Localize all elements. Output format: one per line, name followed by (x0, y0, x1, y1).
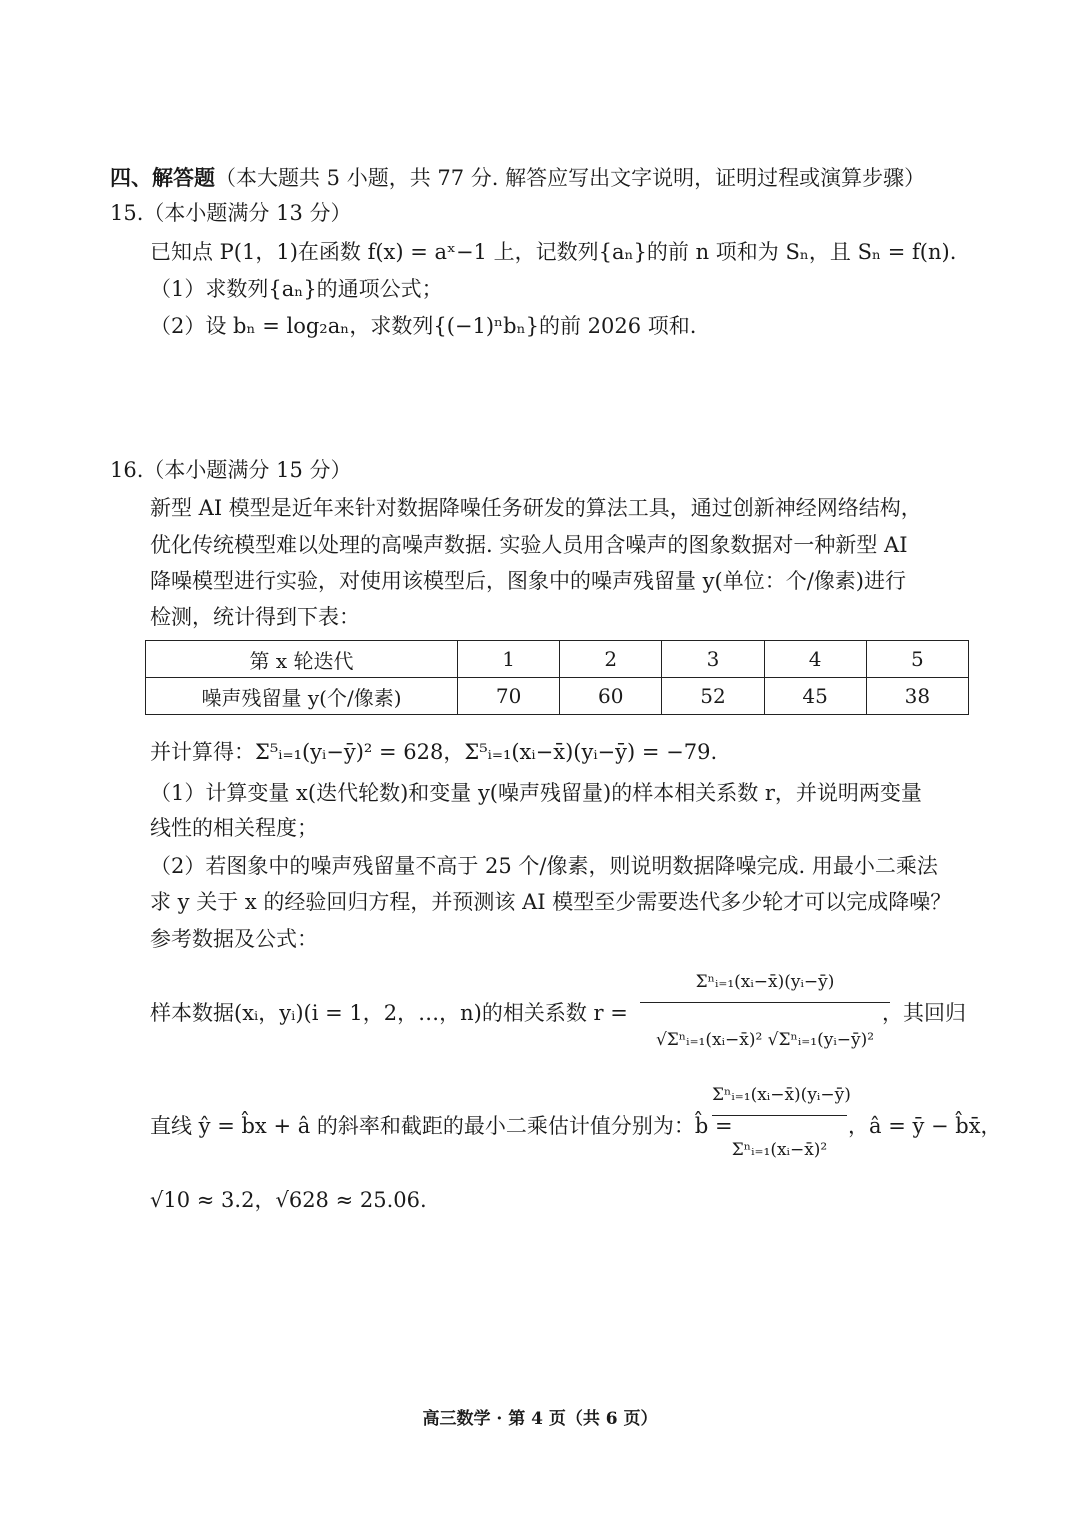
row-header: 第 x 轮迭代 (146, 641, 458, 678)
q15-header (110, 199, 351, 227)
q16-part1-cont: 线性的相关程度； (150, 816, 318, 840)
section-title: 四、解答题 (110, 165, 215, 190)
table-row (146, 678, 969, 715)
fraction-bar (712, 1115, 847, 1116)
b-denominator: Σⁿᵢ₌₁(xᵢ−x̄)² (731, 1140, 828, 1160)
reference-title: 参考数据及公式： (150, 927, 318, 951)
q16-para-line: 优化传统模型难以处理的高噪声数据. 实验人员用含噪声的图象数据对一种新型 AI (150, 533, 908, 557)
q15-number: 15. (110, 201, 144, 225)
b-formula-prefix: 直线 ŷ = b̂x + â 的斜率和截距的最小二乘估计值分别为：b̂ = (150, 1114, 733, 1138)
table-cell: 4 (764, 641, 866, 678)
row-header: 噪声残留量 y(个/像素) (146, 678, 458, 715)
q16-para-line: 新型 AI 模型是近年来针对数据降噪任务研发的算法工具，通过创新神经网络结构， (150, 496, 922, 520)
q15-stem: 已知点 P(1，1)在函数 f(x) = aˣ−1 上，记数列{aₙ}的前 n 项和为 Sₙ，且 Sₙ = f(n). (150, 240, 957, 264)
table-row (146, 641, 969, 678)
q16-para-line: 降噪模型进行实验，对使用该模型后，图象中的噪声残留量 y(单位：个/像素)进行 (150, 569, 906, 593)
q16-points: （本小题满分 15 分） (143, 458, 352, 482)
section-note: （本大题共 5 小题，共 77 分. 解答应写出文字说明，证明过程或演算步骤） (215, 166, 926, 190)
page-footer: 高三数学 · 第 4 页（共 6 页） (422, 1409, 658, 1429)
r-formula-prefix: 样本数据(xᵢ，yᵢ)(i = 1，2，…，n)的相关系数 r = (150, 1001, 628, 1025)
table-cell: 52 (662, 678, 764, 715)
b-numerator: Σⁿᵢ₌₁(xᵢ−x̄)(yᵢ−ȳ) (712, 1085, 851, 1105)
q15-part1: （1）求数列{aₙ}的通项公式； (150, 277, 443, 301)
table-cell: 60 (560, 678, 662, 715)
section-heading (110, 164, 925, 192)
table-cell: 1 (458, 641, 560, 678)
q16-number: 16. (110, 458, 144, 482)
r-denominator: √Σⁿᵢ₌₁(xᵢ−x̄)² √Σⁿᵢ₌₁(yᵢ−ȳ)² (655, 1030, 875, 1050)
computed-values: 并计算得：Σ⁵ᵢ₌₁(yᵢ−ȳ)² = 628，Σ⁵ᵢ₌₁(xᵢ−x̄)(yᵢ−ȳ) = −79. (150, 740, 718, 764)
r-formula-suffix: ，其回归 (882, 1001, 966, 1025)
table-cell: 70 (458, 678, 560, 715)
table-cell: 5 (866, 641, 968, 678)
q15-part2: （2）设 bₙ = log₂aₙ，求数列{(−1)ⁿbₙ}的前 2026 项和. (150, 314, 697, 338)
table-cell: 45 (764, 678, 866, 715)
table-cell: 2 (560, 641, 662, 678)
q15-points: （本小题满分 13 分） (143, 201, 352, 225)
table-cell: 3 (662, 641, 764, 678)
data-table (145, 640, 969, 715)
reference-values: √10 ≈ 3.2，√628 ≈ 25.06. (150, 1188, 427, 1212)
b-formula-suffix: ，â = ȳ − b̂x̄， (848, 1114, 1002, 1138)
q16-part2: （2）若图象中的噪声残留量不高于 25 个/像素，则说明数据降噪完成. 用最小二乘法 (150, 854, 938, 878)
table-cell: 38 (866, 678, 968, 715)
q16-part2-cont: 求 y 关于 x 的经验回归方程，并预测该 AI 模型至少需要迭代多少轮才可以完成降噪？ (150, 890, 952, 914)
r-numerator: Σⁿᵢ₌₁(xᵢ−x̄)(yᵢ−ȳ) (695, 972, 835, 992)
fraction-bar (640, 1002, 890, 1003)
q16-para-line: 检测，统计得到下表： (150, 605, 360, 629)
q16-header (110, 456, 351, 484)
q16-part1: （1）计算变量 x(迭代轮数)和变量 y(噪声残留量)的样本相关系数 r，并说明两变量 (150, 781, 922, 805)
